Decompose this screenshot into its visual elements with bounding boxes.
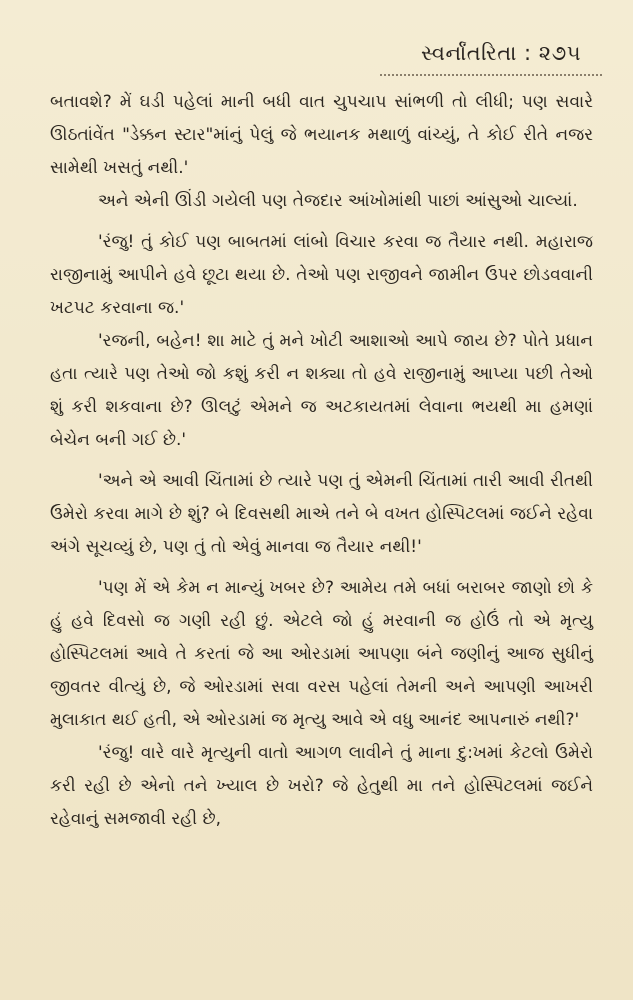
paragraph: અને એની ઊંડી ગયેલી પણ તેજદાર આંખોમાંથી પાછાં આંસુઓ ચાલ્યાં.: [98, 191, 578, 211]
page-header: [50, 26, 593, 66]
body-text: [50, 86, 593, 836]
running-head: સ્વર્નાંતરિતા : ૨૭૫: [420, 41, 581, 65]
paragraph: 'રજની, બહેન! શા માટે તું મને ખોટી આશાઓ આપે જાય છે? પોતે પ્રધાન હતા ત્યારે પણ તેઓ જો કશું કરી ન શક્યા તો હવે રાજીનામું આપ્યા પછી તેઓ શું કરી શકવાના છે? ઊલટું એમને જ અટકાયતમાં લેવાના ભયથી મા હમણાં બેચેન બની ગઈ છે.': [50, 331, 593, 450]
paragraph: 'રંજુ! વારે વારે મૃત્યુની વાતો આગળ લાવીને તું માના દુ:ખમાં કેટલો ઉમેરો કરી રહી છે એનો તને ખ્યાલ છે ખરો? જે હેતુથી મા તને હોસ્પિટલમાં જઈને રહેવાનું સમજાવી રહી છે,: [50, 743, 593, 829]
paragraph: 'અને એ આવી ચિંતામાં છે ત્યારે પણ તું એમની ચિંતામાં તારી આવી રીતથી ઉમેરો કરવા માગે છે શું? બે દિવસથી માએ તને બે વખત હોસ્પિટલમાં જઈને રહેવા અંગે સૂચવ્યું છે, પણ તું તો એવું માનવા જ તૈયાર નથી!': [50, 471, 593, 557]
header-rule: [380, 68, 602, 76]
paragraph: બતાવશે? મેં ઘડી પહેલાં માની બધી વાત ચુપચાપ સાંભળી તો લીધી; પણ સવારે ઊઠતાંવેંત "ડેક્કન સ્ટાર"માંનું પેલું જે ભયાનક મથાળું વાંચ્યું, તે કોઈ રીતે નજર સામેથી ખસતું નથી.': [50, 92, 593, 178]
paragraph: 'રંજુ! તું કોઈ પણ બાબતમાં લાંબો વિચાર કરવા જ તૈયાર નથી. મહારાજ રાજીનામું આપીને હવે છૂટા થયા છે. તેઓ પણ રાજીવને જામીન ઉપર છોડવવાની ખટપટ કરવાના જ.': [50, 232, 593, 318]
paragraph: 'પણ મેં એ કેમ ન માન્યું ખબર છે? આમેય તમે બધાં બરાબર જાણો છો કે હું હવે દિવસો જ ગણી રહી છું. એટલે જો હું મરવાની જ હોઉં તો એ મૃત્યુ હોસ્પિટલમાં આવે તે કરતાં જે આ ઓરડામાં આપણા બંને જણીનું આજ સુધીનું જીવતર વીત્યું છે, જે ઓરડામાં સવા વરસ પહેલાં તેમની અને આપણી આખરી મુલાકાત થઈ હતી, એ ઓરડામાં જ મૃત્યુ આવે એ વધુ આનંદ આપનારું નથી?': [50, 578, 593, 730]
